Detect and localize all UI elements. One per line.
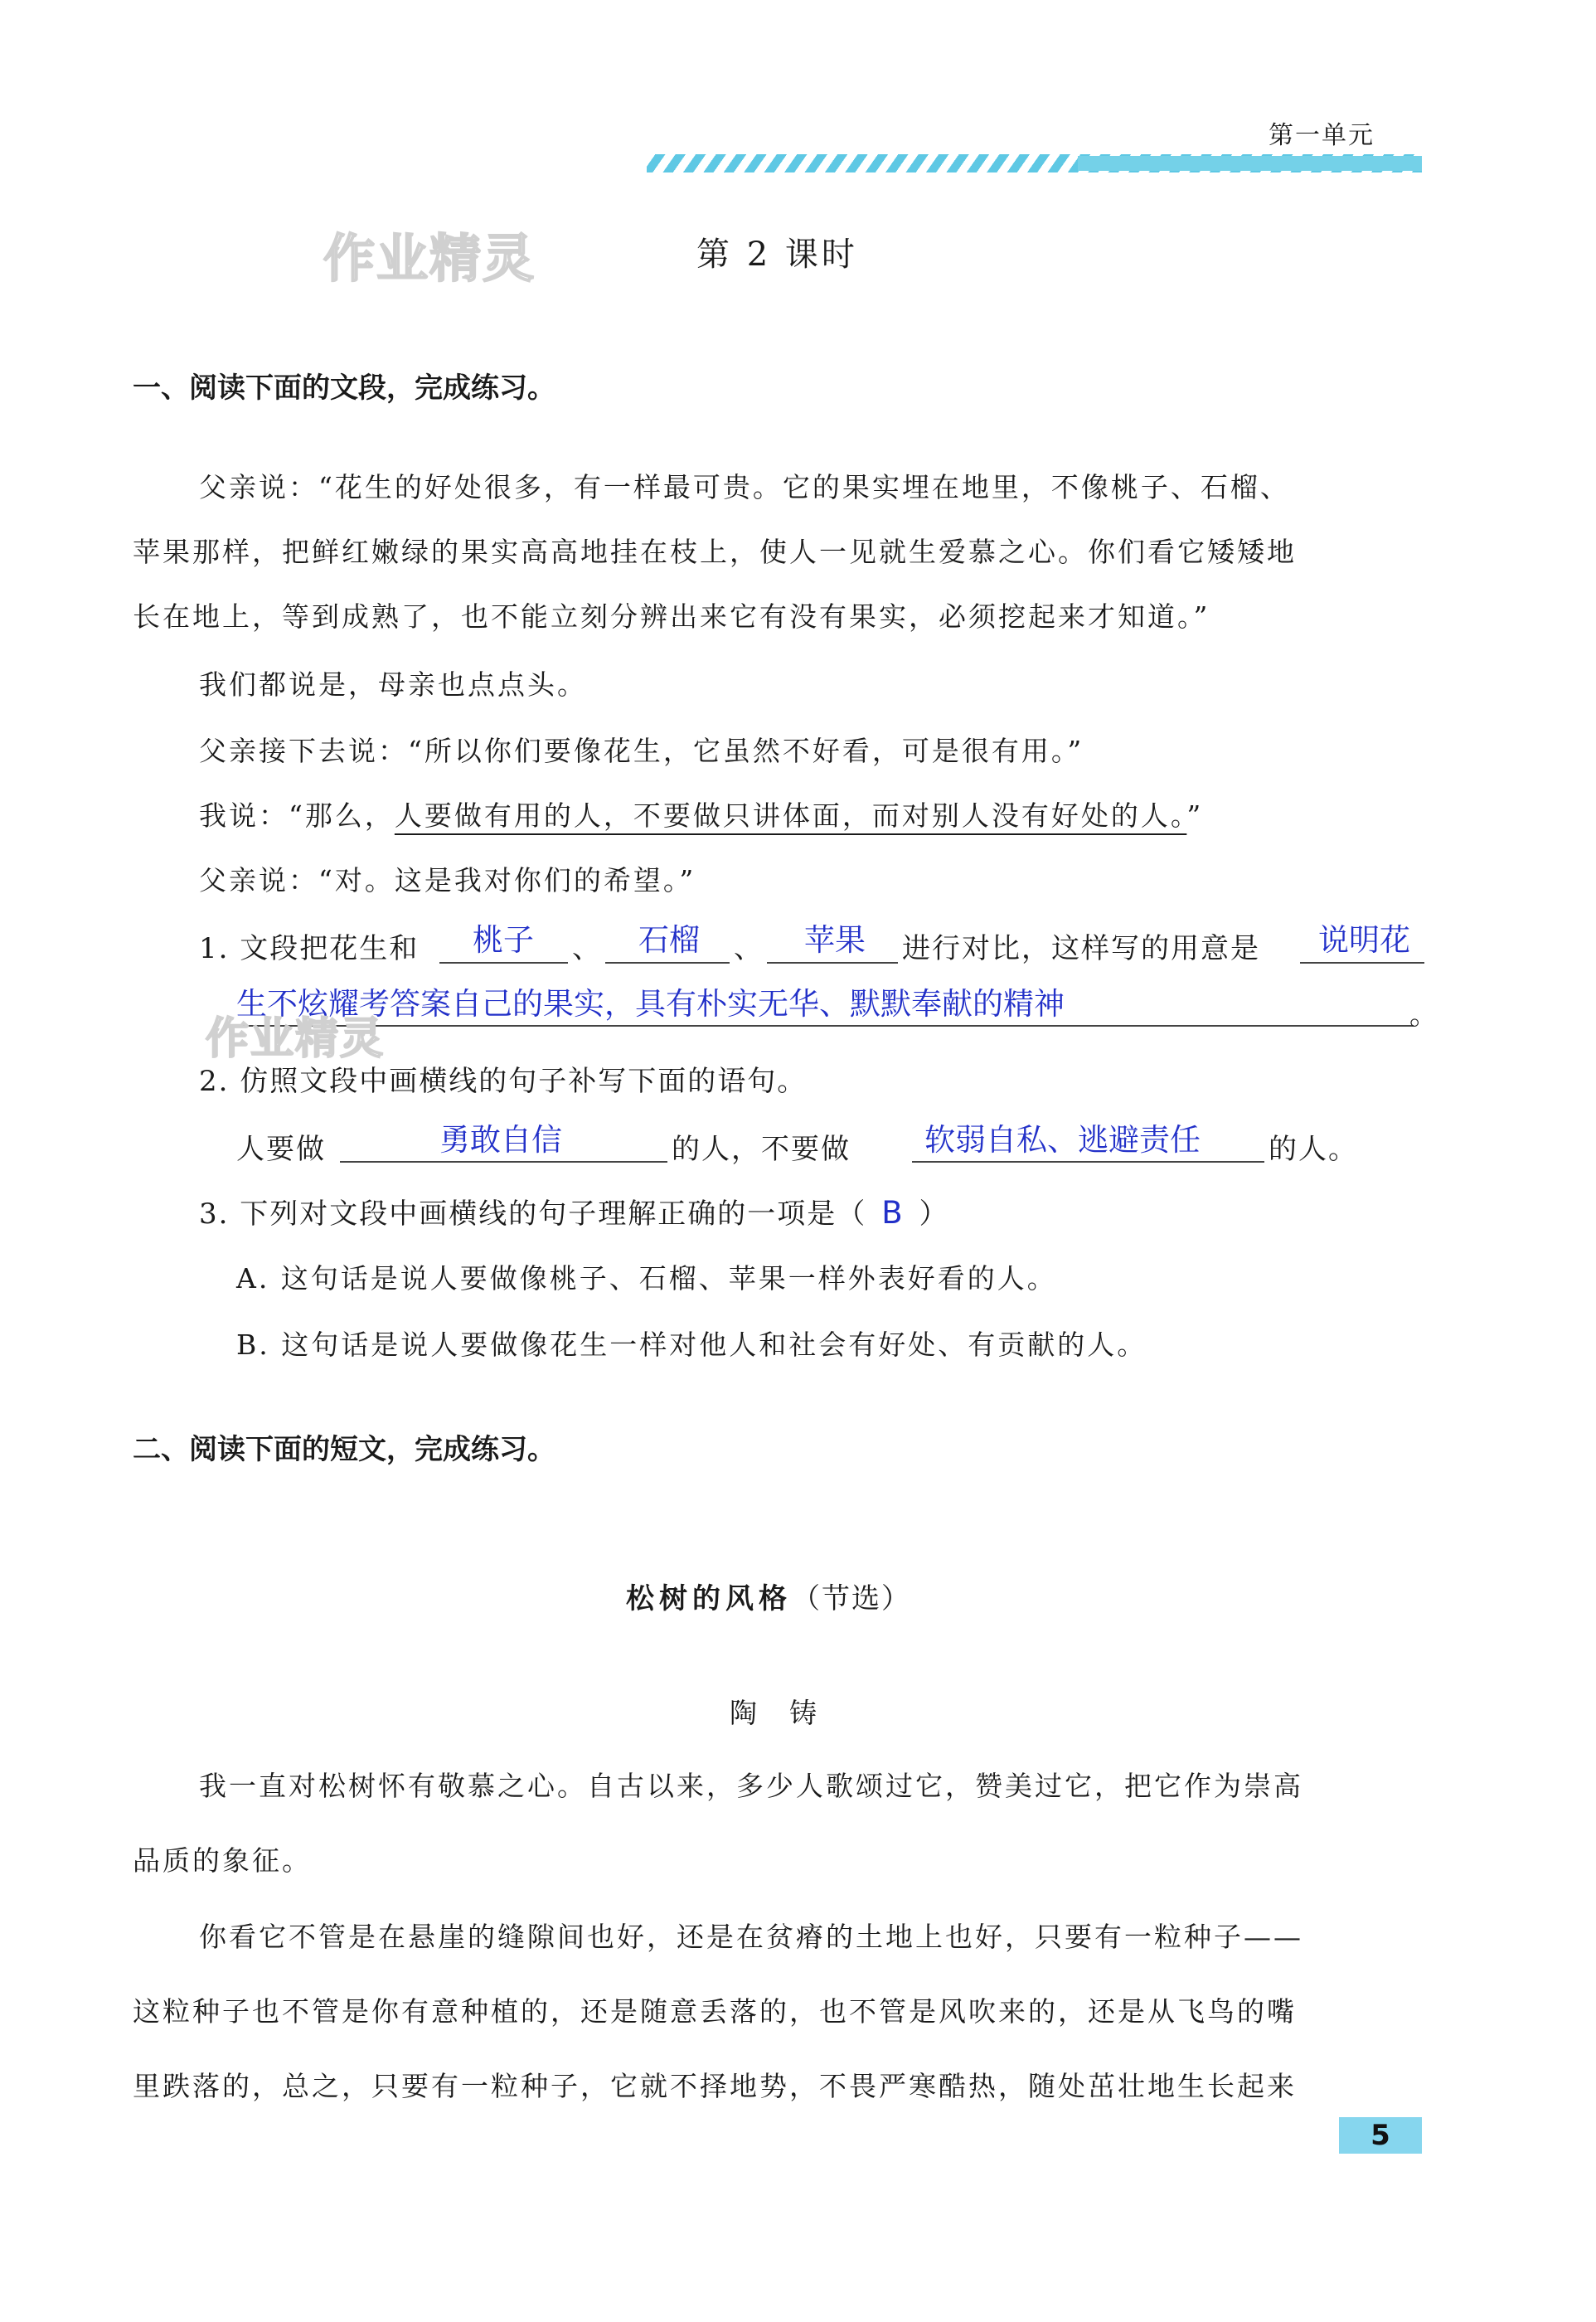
answer-blank [340,1161,667,1163]
question3-line [199,1191,949,1231]
answer-blank [1300,962,1424,964]
question1-end: 。 [1409,998,1439,1032]
article-title: 松树的风格 [626,1582,792,1615]
paragraph-line: 父亲说：“花生的好处很多，有一样最可贵。它的果实埋在地里，不像桃子、石榴、 [199,471,1290,503]
question1-middle: 进行对比，这样写的用意是 [902,932,1260,965]
section1-heading: 一、阅读下面的文段，完成练习。 [133,372,555,405]
paragraph-prefix: 我说：“那么， [199,799,395,832]
answer-text: 桃子 [473,922,534,958]
paragraph-line: 品质的象征。 [133,1844,312,1877]
author: 陶 铸 [730,1697,819,1729]
paragraph-line: 里跌落的，总之，只要有一粒种子，它就不择地势，不畏严寒酷热，随处茁壮地生长起来 [133,2070,1297,2102]
page-number: 5 [1339,2117,1422,2154]
paragraph-line: 父亲说：“对。这是我对你们的希望。” [199,864,696,896]
answer-text: 石榴 [638,922,700,958]
answer-text: B [881,1195,905,1231]
question1-prefix: 1. 文段把花生和 [199,932,420,965]
header-stripe-solid [1078,156,1422,171]
section2-heading: 二、阅读下面的短文，完成练习。 [133,1433,555,1466]
watermark: 作业精灵 [323,228,536,289]
paragraph-line: 你看它不管是在悬崖的缝隙间也好，还是在贫瘠的土地上也好，只要有一粒种子—— [199,1921,1303,1953]
separator: 、 [734,932,764,965]
underlined-sentence: 人要做有用的人，不要做只讲体面，而对别人没有好处的人。 [394,799,1187,832]
option-a: A. 这句话是说人要做像桃子、石榴、苹果一样外表好看的人。 [236,1262,1057,1295]
article-title-line [626,1576,911,1616]
question2-prompt: 2. 仿照文段中画横线的句子补写下面的语句。 [199,1065,808,1098]
paragraph-line: 我一直对松树怀有敬慕之心。自古以来，多少人歌颂过它，赞美过它，把它作为崇高 [199,1770,1303,1802]
answer-text: 苹果 [804,922,866,958]
paragraph-line: 长在地上，等到成熟了，也不能立刻分辨出来它有没有果实，必须挖起来才知道。” [133,600,1210,633]
answer-text: 生不炫耀考答案自己的果实，具有朴实无华、默默奉献的精神 [236,986,1065,1022]
option-b: B. 这句话是说人要做像花生一样对他人和社会有好处、有贡献的人。 [236,1329,1147,1361]
answer-blank [439,962,568,964]
question2-part: 的人。 [1269,1133,1358,1166]
answer-blank [236,1025,1414,1027]
paragraph-line: 这粒种子也不管是你有意种植的，还是随意丢落的，也不管是风吹来的，还是从飞鸟的嘴 [133,1995,1297,2028]
lesson-title: 第 2 课时 [696,236,858,274]
answer-text: 勇敢自信 [439,1122,562,1158]
paragraph-line: 苹果那样，把鲜红嫩绿的果实高高地挂在枝上，使人一见就生爱慕之心。你们看它矮矮地 [133,536,1297,568]
paragraph-line: 父亲接下去说：“所以你们要像花生，它虽然不好看，可是很有用。” [199,735,1084,767]
watermark: 作业精灵 [206,1014,386,1064]
article-note: （节选） [792,1582,911,1615]
answer-text: 说明花 [1318,922,1410,958]
unit-label: 第一单元 [1269,121,1375,150]
answer-blank [605,962,730,964]
answer-text: 软弱自私、逃避责任 [924,1122,1201,1158]
question2-part: 的人，不要做 [672,1133,851,1166]
question3-prompt: 3. 下列对文段中画横线的句子理解正确的一项是（ [199,1197,867,1231]
underlined-sentence-line [199,794,1203,833]
paragraph-line: 我们都说是，母亲也点点头。 [199,668,587,701]
paragraph-suffix: ” [1186,799,1204,832]
separator: 、 [572,932,602,965]
question2-part: 人要做 [236,1133,326,1166]
answer-blank [767,962,898,964]
question3-suffix: ） [919,1197,949,1231]
answer-blank [912,1161,1264,1163]
